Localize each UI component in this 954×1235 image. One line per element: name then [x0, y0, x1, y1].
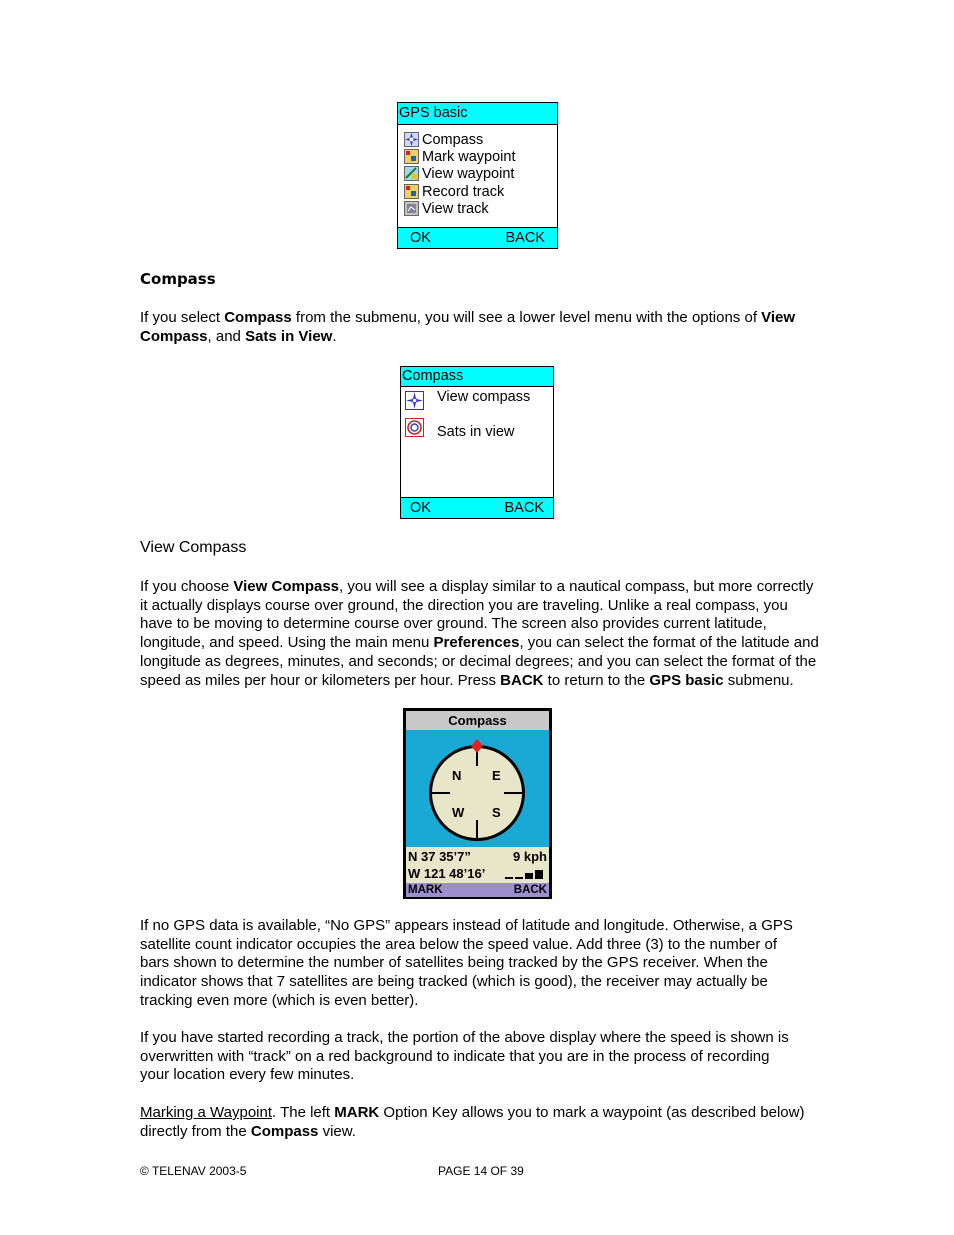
compass-east-label: E: [492, 768, 501, 783]
menu-item-view-waypoint[interactable]: [404, 166, 514, 183]
menu-item-label: Mark waypoint: [422, 149, 516, 165]
latitude-readout: N 37 35’7”: [408, 849, 471, 864]
compass-icon: [404, 132, 419, 147]
view-track-icon: [404, 201, 419, 216]
compass-dial-icon: [406, 730, 549, 847]
compass-screen-image: [403, 708, 552, 899]
menu-item-view-track[interactable]: [404, 201, 489, 218]
ok-softkey[interactable]: OK: [410, 230, 431, 246]
ok-softkey[interactable]: OK: [410, 500, 431, 516]
paragraph-no-gps: If no GPS data is available, “No GPS” appears instead of latitude and longitude. Otherwise, a GPS satellite count indicator occupies the area below the speed value. Add three (3) to the number of bars shown to determine the number of satellites being tracked by the GPS receiver. When the indicator shows that 7 satellites are being tracked (which is good), the receiver may actually be tracking even more (which is even better).: [140, 917, 793, 1009]
marking-waypoint-link[interactable]: Marking a Waypoint: [140, 1104, 272, 1121]
menu-item-label: View track: [422, 201, 489, 217]
position-readout: [406, 847, 549, 883]
compass-west-label: W: [452, 805, 465, 820]
menu-item-view-compass[interactable]: [405, 389, 531, 413]
compass-north-label: N: [452, 768, 462, 783]
longitude-readout: W 121 48’16’: [408, 866, 486, 881]
section-heading: Compass: [140, 270, 216, 288]
menu-item-label: Sats in view: [437, 424, 515, 440]
compass-menu-title: Compass: [401, 367, 553, 387]
compass-menu-softkeys: [401, 497, 553, 518]
footer-copyright: © TELENAV 2003-5: [140, 1164, 247, 1178]
menu-item-record-track[interactable]: [404, 184, 504, 201]
device-title: Compass: [406, 711, 549, 730]
view-waypoint-icon: [404, 166, 419, 181]
gps-basic-menu-title: GPS basic: [398, 103, 557, 125]
back-softkey[interactable]: BACK: [505, 230, 545, 246]
device-softkeys: [406, 883, 549, 897]
menu-item-compass[interactable]: [404, 132, 483, 149]
paragraph-view-compass: If you choose View Compass, you will see a display similar to a nautical compass, but more correctly it actually displays course over ground, the direction you are traveling. Unlike a real compass, you have to be moving to determine course over ground. The screen also provides current latitude, longitude, and speed. Using the main menu Preferences, you can select the format of the latitude and longitude as degrees, minutes, and seconds; or decimal degrees; and you can select the format of the speed as miles per hour or kilometers per hour. Press BACK to return to the GPS basic submenu.: [140, 578, 819, 689]
mark-softkey[interactable]: MARK: [408, 884, 443, 896]
mark-waypoint-icon: [404, 149, 419, 164]
paragraph-marking-waypoint: Marking a Waypoint. The left MARK Option Key allows you to mark a waypoint (as described below) directly from the Compass view.: [140, 1104, 805, 1140]
menu-item-label: Record track: [422, 184, 505, 200]
subheading: View Compass: [140, 539, 247, 556]
menu-item-sats-in-view[interactable]: [405, 418, 515, 440]
compass-south-label: S: [492, 805, 501, 820]
gps-basic-menu: [397, 102, 558, 249]
view-compass-icon: [405, 391, 424, 410]
compass-menu: [400, 366, 554, 519]
menu-item-label: View waypoint: [422, 166, 515, 182]
back-softkey[interactable]: BACK: [513, 884, 547, 896]
paragraph-recording-track: If you have started recording a track, the portion of the above display where the speed is shown is overwritten with “track” on a red background to indicate that you are in the process of recording your location every few minutes.: [140, 1029, 789, 1084]
sats-in-view-icon: [405, 418, 424, 437]
speed-readout: 9 kph: [513, 849, 547, 864]
footer-page-number: PAGE 14 OF 39: [438, 1164, 524, 1178]
compass-display: [406, 730, 549, 847]
record-track-icon: [404, 184, 419, 199]
back-softkey[interactable]: BACK: [504, 500, 544, 516]
menu-item-label: View compass: [437, 389, 531, 405]
satellite-bars-icon: [505, 869, 545, 880]
gps-basic-menu-softkeys: [398, 227, 557, 248]
menu-item-mark-waypoint[interactable]: [404, 149, 515, 166]
paragraph-compass-intro: If you select Compass from the submenu, you will see a lower level menu with the options of View Compass, and Sats in View.: [140, 309, 796, 345]
menu-item-label: Compass: [422, 132, 484, 148]
